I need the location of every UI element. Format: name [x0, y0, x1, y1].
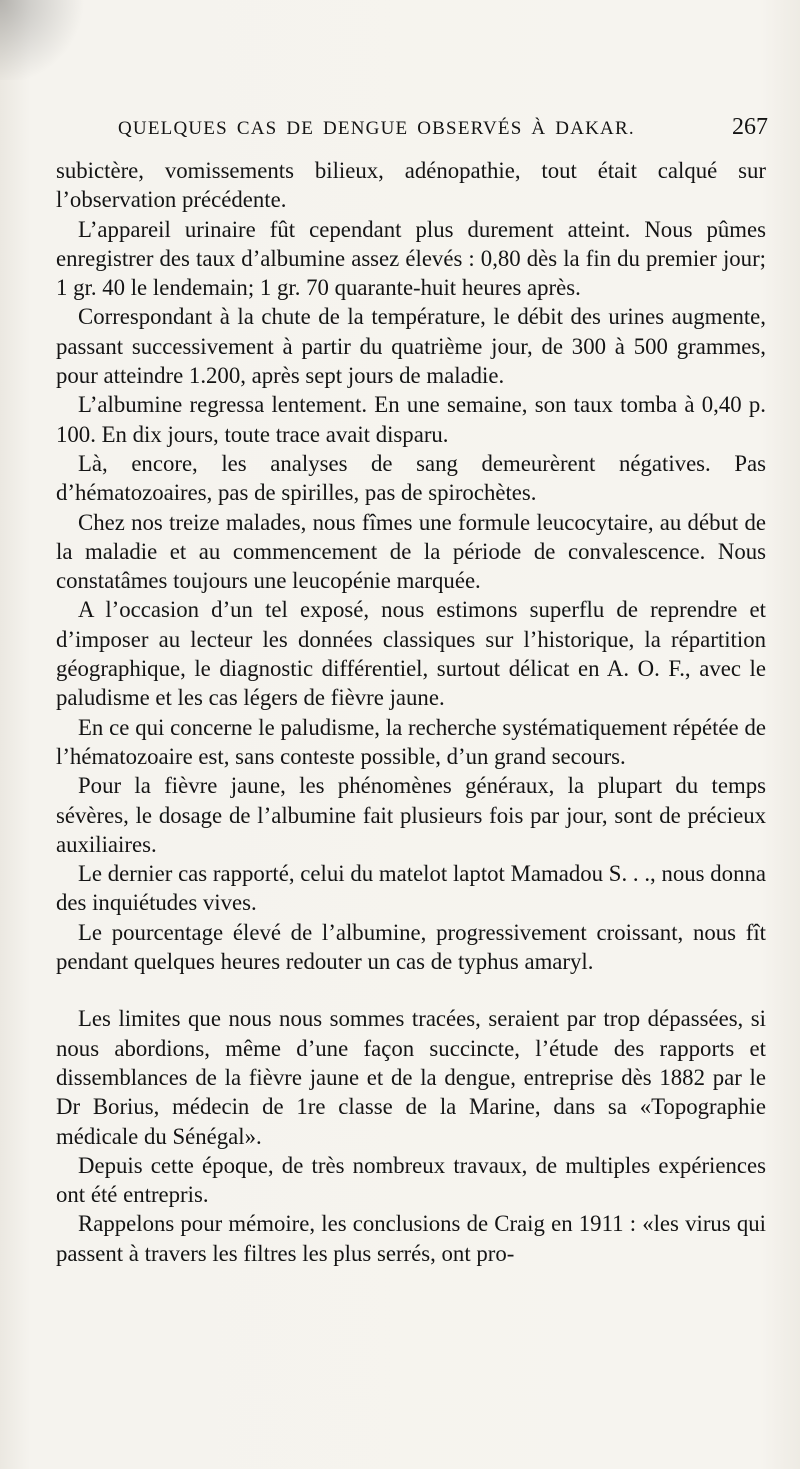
paragraph-continued: subictère, vomissements bilieux, adénopathie, tout était calqué sur l’observation précédente. [56, 158, 766, 213]
page-header [118, 112, 768, 148]
body-text [56, 156, 766, 1268]
paragraph: Rappelons pour mémoire, les conclusions de Craig en 1911 : «les virus qui passent à travers les filtres les plus serrés, ont pro- [56, 1211, 766, 1266]
paragraph: Le pourcentage élevé de l’albumine, progressivement croissant, nous fît pendant quelques heures redouter un cas de typhus amaryl. [56, 919, 766, 975]
paragraph-section-start: Les limites que nous nous sommes tracées, seraient par trop dépassées, si nous abordions, même d’une façon succincte, l’étude des rapports et dissemblances de la fièvre jaune et de la dengue, entreprise dès 1882 par le Dr Borius, médecin de 1re classe de la Marine, dans sa «Topographie médicale du Sénégal». [56, 1006, 766, 1149]
paragraph: En ce qui concerne le paludisme, la recherche systématiquement répétée de l’hématozoaire est, sans conteste possible, d’un grand secours. [56, 714, 766, 769]
paragraph: Là, encore, les analyses de sang demeurèrent négatives. Pas d’hématozoaires, pas de spirilles, pas de spirochètes. [56, 450, 766, 506]
paragraph: L’albumine regressa lentement. En une semaine, son taux tomba à 0,40 p. 100. En dix jours, toute trace avait disparu. [56, 392, 766, 447]
paragraph: Le dernier cas rapporté, celui du matelot laptot Mamadou S. . ., nous donna des inquiétudes vives. [56, 861, 766, 916]
paragraph: Chez nos treize malades, nous fîmes une formule leucocytaire, au début de la maladie et au commencement de la période de convalescence. Nous constatâmes toujours une leucopénie marquée. [56, 509, 766, 594]
scan-corner-shadow [0, 0, 90, 80]
page-number: 267 [732, 114, 768, 140]
paragraph: L’appareil urinaire fût cependant plus durement atteint. Nous pûmes enregistrer des taux d’albumine assez élevés : 0,80 dès la fin du premier jour; 1 gr. 40 le lendemain; 1 gr. 70 quarante-huit heures après. [56, 216, 766, 301]
paragraph: A l’occasion d’un tel exposé, nous estimons superflu de reprendre et d’imposer au lecteur les données classiques sur l’historique, la répartition géographique, le diagnostic différentiel, surtout délicat en A. O. F., avec le paludisme et les cas légers de fièvre jaune. [56, 597, 766, 711]
paragraph: Pour la fièvre jaune, les phénomènes généraux, la plupart du temps sévères, le dosage de l’albumine fait plusieurs fois par jour, sont de précieux auxiliaires. [56, 773, 766, 857]
running-title: QUELQUES CAS DE DENGUE OBSERVÉS À DAKAR. [118, 118, 635, 139]
paragraph: Correspondant à la chute de la température, le débit des urines augmente, passant successivement à partir du quatrième jour, de 300 à 500 grammes, pour atteindre 1.200, après sept jours de maladie. [56, 304, 766, 389]
paragraph: Depuis cette époque, de très nombreux travaux, de multiples expériences ont été entrepris. [56, 1152, 766, 1208]
